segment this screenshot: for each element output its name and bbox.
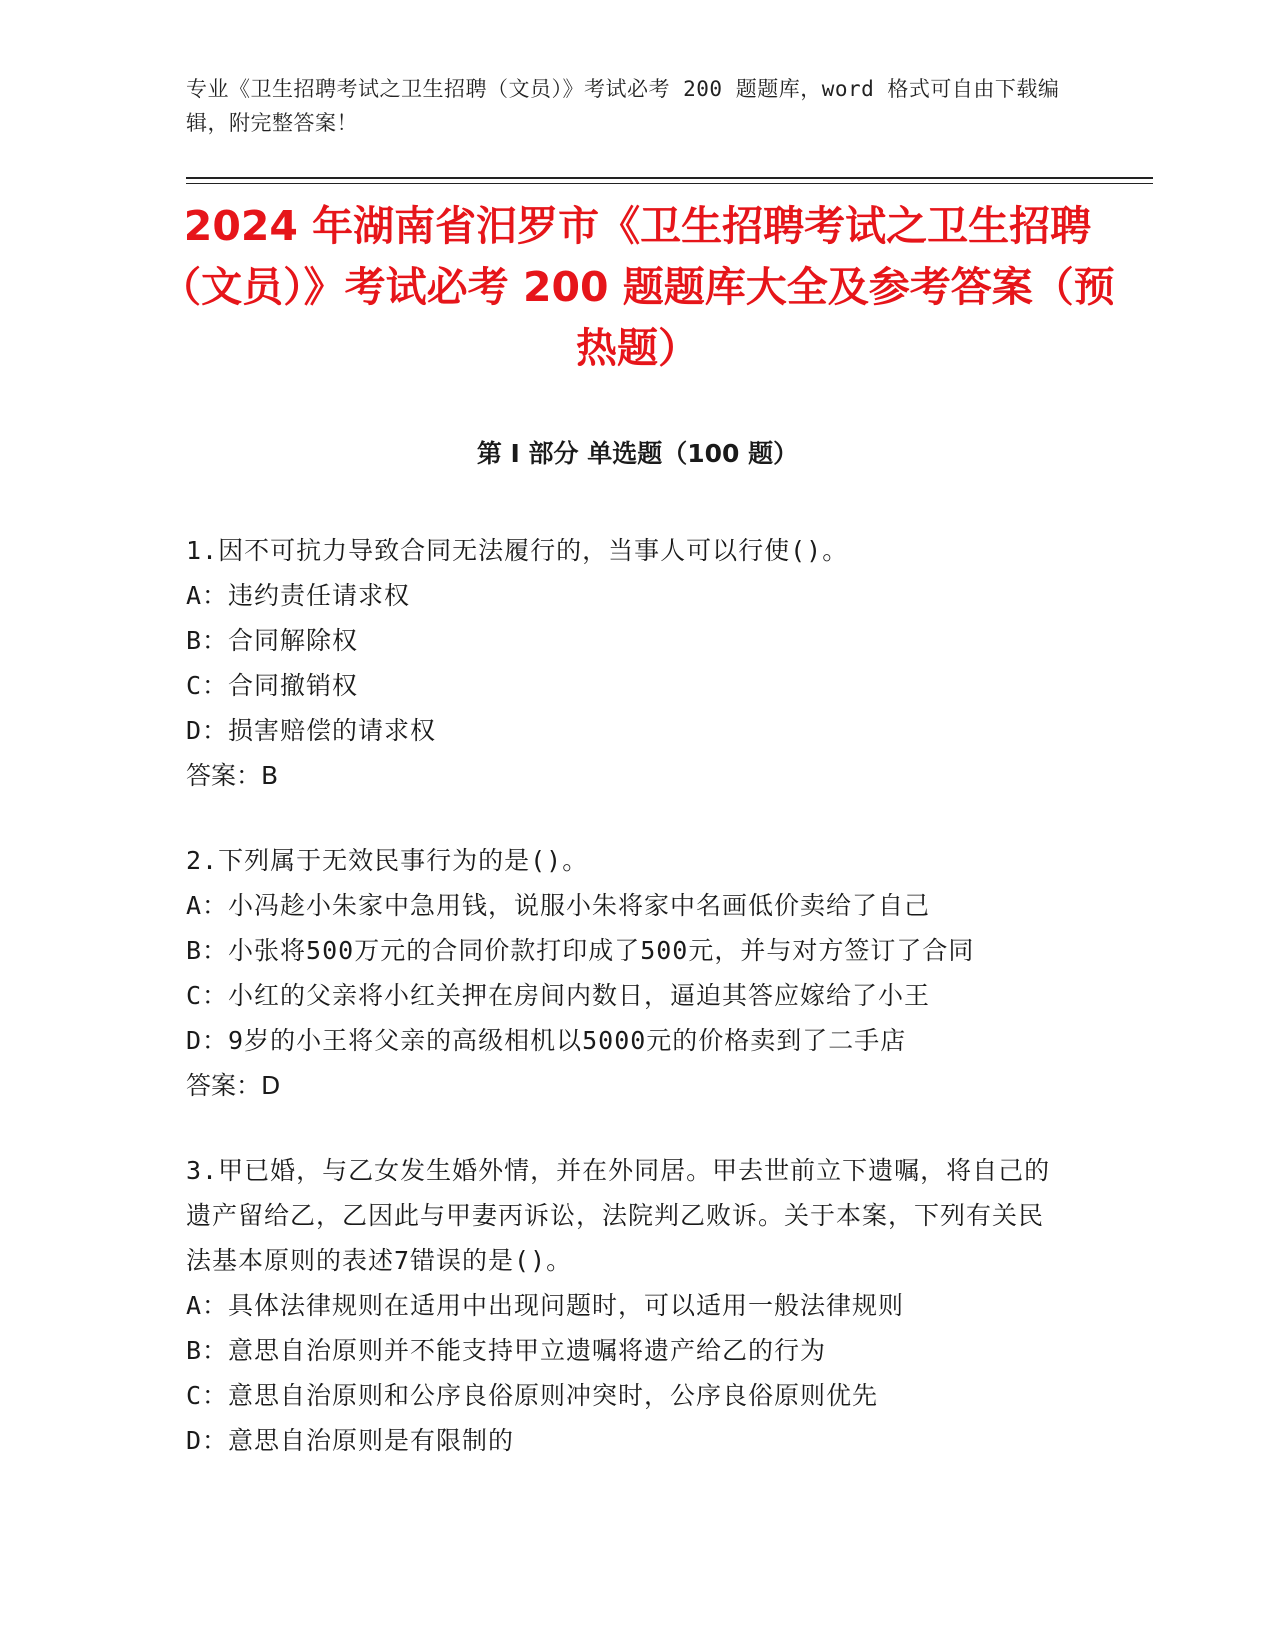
option-a: A：具体法律规则在适用中出现问题时，可以适用一般法律规则 [186,1291,905,1320]
question-stem: 3.甲已婚，与乙女发生婚外情，并在外同居。甲去世前立下遗嘱，将自己的遗产留给乙，乙因此与甲妻丙诉讼，法院判乙败诉。关于本案，下列有关民法基本原则的表述7错误的是()。 [186,1156,1051,1275]
option-b: B：意思自治原则并不能支持甲立遗嘱将遗产给乙的行为 [186,1336,827,1365]
option-b: B：合同解除权 [186,626,359,655]
option-a: A：小冯趁小朱家中急用钱，说服小朱将家中名画低价卖给了自己 [186,891,931,920]
section-heading: 第 I 部分 单选题（100 题） [476,439,799,468]
question-list [186,528,1066,1503]
option-c: C：合同撤销权 [186,671,359,700]
question-2 [186,838,1066,1108]
question-1 [186,528,1066,798]
option-d: D：意思自治原则是有限制的 [186,1426,515,1455]
header-rule-thick [186,177,1153,179]
header-rule-thin [186,183,1153,184]
question-stem: 1.因不可抗力导致合同无法履行的，当事人可以行使()。 [186,536,849,565]
option-a: A：违约责任请求权 [186,581,411,610]
option-c: C：小红的父亲将小红关押在房间内数日，逼迫其答应嫁给了小王 [186,981,931,1010]
option-c: C：意思自治原则和公序良俗原则冲突时，公序良俗原则优先 [186,1381,879,1410]
answer: 答案：D [186,1071,281,1100]
option-d: D：损害赔偿的请求权 [186,716,437,745]
question-3 [186,1148,1066,1463]
answer: 答案：B [186,761,279,790]
document-title: 2024 年湖南省汨罗市《卫生招聘考试之卫生招聘（文员）》考试必考 200 题题库大全及参考答案（预热题） [160,202,1115,372]
question-stem: 2.下列属于无效民事行为的是()。 [186,846,589,875]
header-note: 专业《卫生招聘考试之卫生招聘（文员）》考试必考 200 题题库，word 格式可自由下载编辑，附完整答案！ [186,77,1060,135]
option-d: D：9岁的小王将父亲的高级相机以5000元的价格卖到了二手店 [186,1026,907,1055]
option-b: B：小张将500万元的合同价款打印成了500元，并与对方签订了合同 [186,936,975,965]
